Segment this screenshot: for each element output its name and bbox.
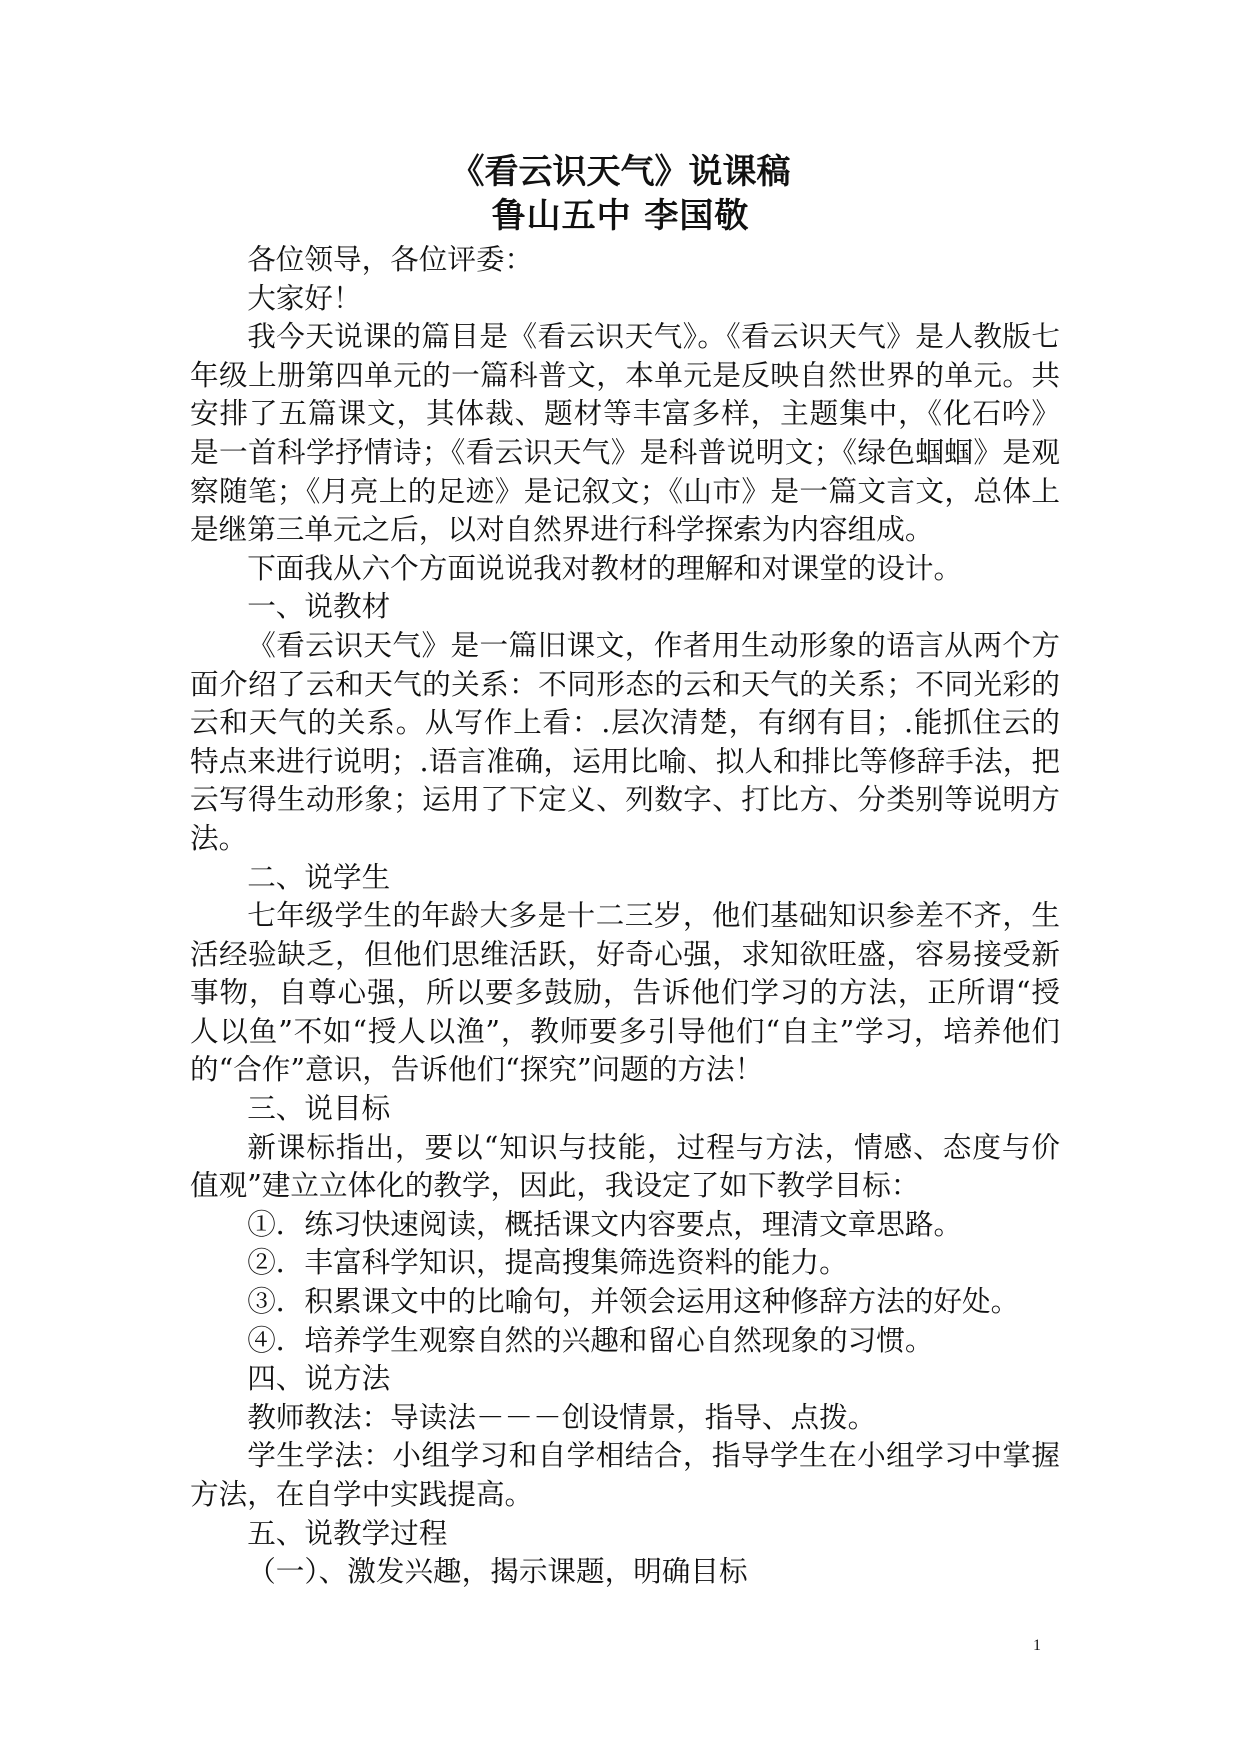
goal-item: ②．丰富科学知识，提高搜集筛选资料的能力。 bbox=[247, 1245, 848, 1280]
body-paragraph: 新课标指出，要以“知识与技能，过程与方法，情感、态度与价值观”建立立体化的教学，因此，我设定了如下教学目标： bbox=[190, 1129, 1060, 1203]
page-number: 1 bbox=[1033, 1637, 1041, 1654]
body-paragraph: 教师教法：导读法－－－创设情景，指导、点拨。 bbox=[247, 1399, 877, 1434]
section-heading: 五、说教学过程 bbox=[247, 1515, 448, 1550]
author-line: 鲁山五中 李国敬 bbox=[491, 196, 750, 236]
section-heading: 四、说方法 bbox=[247, 1361, 391, 1396]
document-title: 《看云识天气》说课稿 bbox=[450, 152, 791, 192]
body-paragraph: 下面我从六个方面说说我对教材的理解和对课堂的设计。 bbox=[247, 550, 963, 585]
document-body bbox=[190, 240, 1060, 1591]
greeting-paragraph: 各位领导，各位评委： bbox=[247, 242, 534, 276]
section-heading: 一、说教材 bbox=[247, 589, 391, 624]
goal-item: ①．练习快速阅读，概括课文内容要点，理清文章思路。 bbox=[247, 1206, 963, 1241]
body-paragraph: 七年级学生的年龄大多是十二三岁，他们基础知识参差不齐，生活经验缺乏，但他们思维活跃，好奇心强，求知欲旺盛，容易接受新事物，自尊心强，所以要多鼓励，告诉他们学习的方法，正所谓“授人以鱼”不如“授人以渔”，教师要多引导他们“自主”学习，培养他们的“合作”意识，告诉他们“探究”问题的方法！ bbox=[190, 898, 1060, 1087]
greeting-paragraph: 大家好！ bbox=[247, 280, 362, 315]
subsection-heading: （一）、激发兴趣，揭示课题，明确目标 bbox=[247, 1554, 748, 1589]
body-paragraph: 《看云识天气》是一篇旧课文，作者用生动形象的语言从两个方面介绍了云和天气的关系：不同形态的云和天气的关系；不同光彩的云和天气的关系。从写作上看：.层次清楚，有纲有目；.能抓住云的特点来进行说明；.语言准确，运用比喻、拟人和排比等修辞手法，把云写得生动形象；运用了下定义、列数字、打比方、分类别等说明方法。 bbox=[190, 627, 1060, 855]
section-heading: 二、说学生 bbox=[247, 859, 391, 894]
body-paragraph: 我今天说课的篇目是《看云识天气》。《看云识天气》是人教版七年级上册第四单元的一篇科普文，本单元是反映自然世界的单元。共安排了五篇课文，其体裁、题材等丰富多样，主题集中，《化石吟》是一首科学抒情诗；《看云识天气》是科普说明文；《绿色蝈蝈》是观察随笔；《月亮上的足迹》是记叙文；《山市》是一篇文言文，总体上是继第三单元之后，以对自然界进行科学探索为内容组成。 bbox=[190, 319, 1060, 547]
body-paragraph: 学生学法：小组学习和自学相结合，指导学生在小组学习中掌握方法，在自学中实践提高。 bbox=[190, 1438, 1060, 1511]
goal-item: ④．培养学生观察自然的兴趣和留心自然现象的习惯。 bbox=[247, 1322, 934, 1357]
section-heading: 三、说目标 bbox=[247, 1091, 391, 1126]
goal-item: ③．积累课文中的比喻句，并领会运用这种修辞方法的好处。 bbox=[247, 1284, 1020, 1319]
